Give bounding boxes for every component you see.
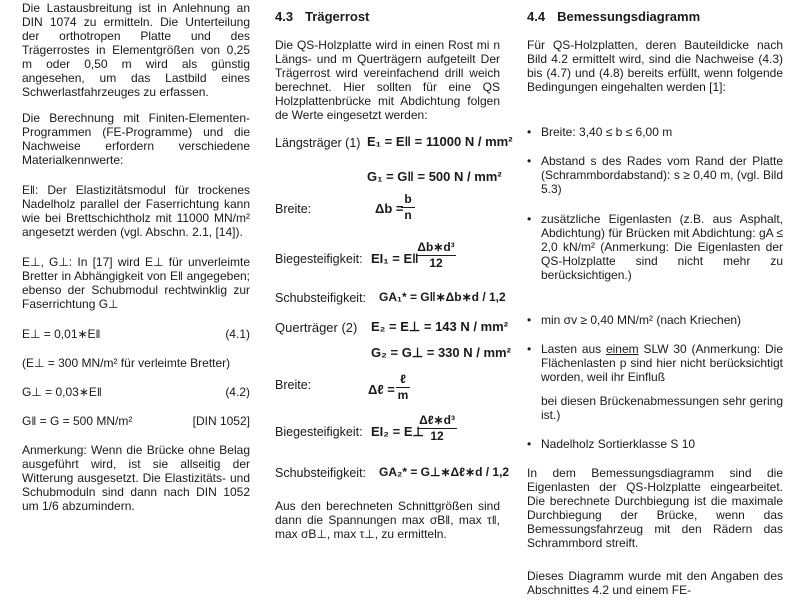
breite-1-numerator: b: [404, 192, 412, 206]
schubsteifigkeit-2-formula: GA₂* = G⊥∗Δℓ∗d / 1,2: [379, 465, 510, 479]
equation-schubmodul-reference: [DIN 1052]: [192, 414, 250, 428]
equation-4-1: [22, 327, 250, 341]
section-title: Trägerrost: [305, 9, 370, 24]
laengstraeger-g-modul: G₁ = G‖ = 500 N / mm²: [367, 169, 502, 184]
bullet-icon: •: [527, 154, 532, 168]
biegesteifigkeit-2-fraction: [417, 414, 457, 443]
quertraeger-g-modul: G₂ = G⊥ = 330 N / mm²: [371, 345, 511, 360]
laengstraeger-e-modul: E₁ = E‖ = 11000 N / mm²: [367, 134, 513, 149]
paragraph-anmerkung-belag: Anmerkung: Wenn die Brücke ohne Belag ausgeführt wird, ist sie allseitig der Witterung ausgesetzt. Die Elastizitäts- und Schubmoduln sind dann nach DIN 1052 um 1/6 abzumindern.: [22, 443, 250, 513]
paragraph-lastausbreitung: Die Lastausbreitung ist in Anlehnung an DIN 1074 zu ermitteln. Die Unterteilung der orthotropen Platte und des Trägerrostes in Elementgrößen von 0,25 m oder 0,50 m wird als günstig angesehen, um das Lastbild eines Schwerlastfahrzeuges zu erfassen.: [22, 1, 250, 99]
schubsteifigkeit-1-formula: GA₁* = G‖∗Δb∗d / 1,2: [379, 290, 506, 304]
bullet-icon: •: [527, 313, 532, 327]
bullet-icon: •: [527, 212, 532, 226]
bullet-icon: •: [527, 437, 532, 451]
bullet-icon: •: [527, 125, 532, 139]
biegesteifigkeit-1-lhs: EI₁ = E‖: [371, 251, 419, 266]
breite-label-1: Breite:: [275, 202, 312, 216]
equation-schubmodul-formula: G‖ = G = 500 MN/m²: [22, 414, 133, 428]
breite-1-denominator: n: [404, 208, 412, 222]
quertraeger-e-modul: E₂ = E⊥ = 143 N / mm²: [371, 319, 509, 334]
biegesteifigkeit-2-lhs: EI₂ = E⊥: [371, 424, 424, 439]
equation-4-2-number: (4.2): [225, 385, 250, 399]
equation-4-2-formula: G⊥ = 0,03∗E‖: [22, 385, 102, 399]
schubsteifigkeit-label-1: Schubsteifigkeit:: [275, 291, 367, 305]
breite-2-numerator: ℓ: [400, 372, 406, 386]
biegesteifigkeit-1-fraction: [416, 241, 456, 270]
bullet-icon: •: [527, 342, 532, 356]
paragraph-elastizitaetsmodul: E‖: Der Elastizitätsmodul für trockenes Nadelholz parallel der Faserrichtung kann wie bei Brettschichtholz mit 11000 MN/m² angesetzt werden (vgl. Abschn. 2.1, [14]).: [22, 183, 250, 239]
equation-4-1-formula: E⊥ = 0,01∗E‖: [22, 327, 101, 341]
breite-label-2: Breite:: [275, 378, 312, 392]
schubsteifigkeit-label-2: Schubsteifigkeit:: [275, 466, 367, 480]
section-number: 4.4: [527, 9, 546, 24]
section-heading-4-3: [275, 10, 369, 24]
quertraeger-label: Querträger (2): [275, 320, 358, 335]
biegesteifigkeit-label-2: Biegesteifigkeit:: [275, 425, 363, 439]
breite-2-lhs: Δℓ =: [368, 382, 395, 397]
breite-2-fraction: [396, 373, 410, 402]
biegesteifigkeit-1-numerator: Δb∗d³: [417, 240, 455, 254]
equation-4-2: [22, 385, 250, 399]
paragraph-spannungen: Aus den berechneten Schnittgrößen sind dann die Spannungen max σB‖, max τ‖, max σB⊥, max τ⊥, zu ermitteln.: [275, 499, 500, 541]
biegesteifigkeit-label-1: Biegesteifigkeit:: [275, 252, 363, 266]
breite-1-lhs: Δb =: [375, 201, 404, 216]
paragraph-traegerrost: Die QS-Holzplatte wird in einen Rost mi n Längs- und m Querträgern aufgeteilt Der Trägerrost wird vereinfachend drill weich berechnet. Hier sollten für eine QS Holzplattenbrücke mit Abdichtung folgen de Werte eingesetzt werden:: [275, 38, 500, 122]
biegesteifigkeit-1-denominator: 12: [429, 256, 443, 270]
section-number: 4.3: [275, 9, 294, 24]
equation-4-1-note: (E⊥ = 300 MN/m² für verleimte Bretter): [22, 356, 231, 370]
paragraph-bemessungsdiagramm: In dem Bemessungsdiagramm sind die Eigenlasten der QS-Holzplatte eingearbeitet. Die berechnete Durchbiegung ist die maximale Durchbiegung der Brücke, wenn das Bemessungsfahrzeug mit den Rädern das Schrammbord streift.: [527, 466, 783, 550]
underlined-einem: einem: [605, 342, 639, 356]
paragraph-berechnung: Die Berechnung mit Finiten-Elementen-Programmen (FE-Programme) und die Nachweise erfordern verschiedene Materialkennwerte:: [22, 111, 250, 167]
paragraph-diagramm-angaben: Dieses Diagramm wurde mit den Angaben des Abschnittes 4.2 und einem FE-: [527, 569, 783, 597]
section-heading-4-4: [527, 10, 700, 24]
equation-4-1-number: (4.1): [225, 327, 250, 341]
biegesteifigkeit-2-denominator: 12: [430, 429, 444, 443]
laengstraeger-label: Längsträger (1): [275, 136, 361, 150]
section-title: Bemessungsdiagramm: [557, 9, 701, 24]
paragraph-querwerte: E⊥, G⊥: In [17] wird E⊥ für unverleimte Bretter in Abhängigkeit von E‖ angegeben; ebenso der Schubmodul rechtwinklig zur Faserrichtung G⊥: [22, 255, 250, 311]
equation-schubmodul: [22, 414, 250, 428]
paragraph-bemessung-intro: Für QS-Holzplatten, deren Bauteildicke nach Bild 4.2 ermittelt wird, sind die Nachweise (4.3) bis (4.7) und (4.8) bereits erfüllt, wenn folgende Bedingungen eingehalten werden [1]:: [527, 38, 783, 94]
breite-2-denominator: m: [397, 388, 409, 402]
biegesteifigkeit-2-numerator: Δℓ∗d³: [419, 413, 455, 427]
breite-1-fraction: [401, 193, 415, 222]
